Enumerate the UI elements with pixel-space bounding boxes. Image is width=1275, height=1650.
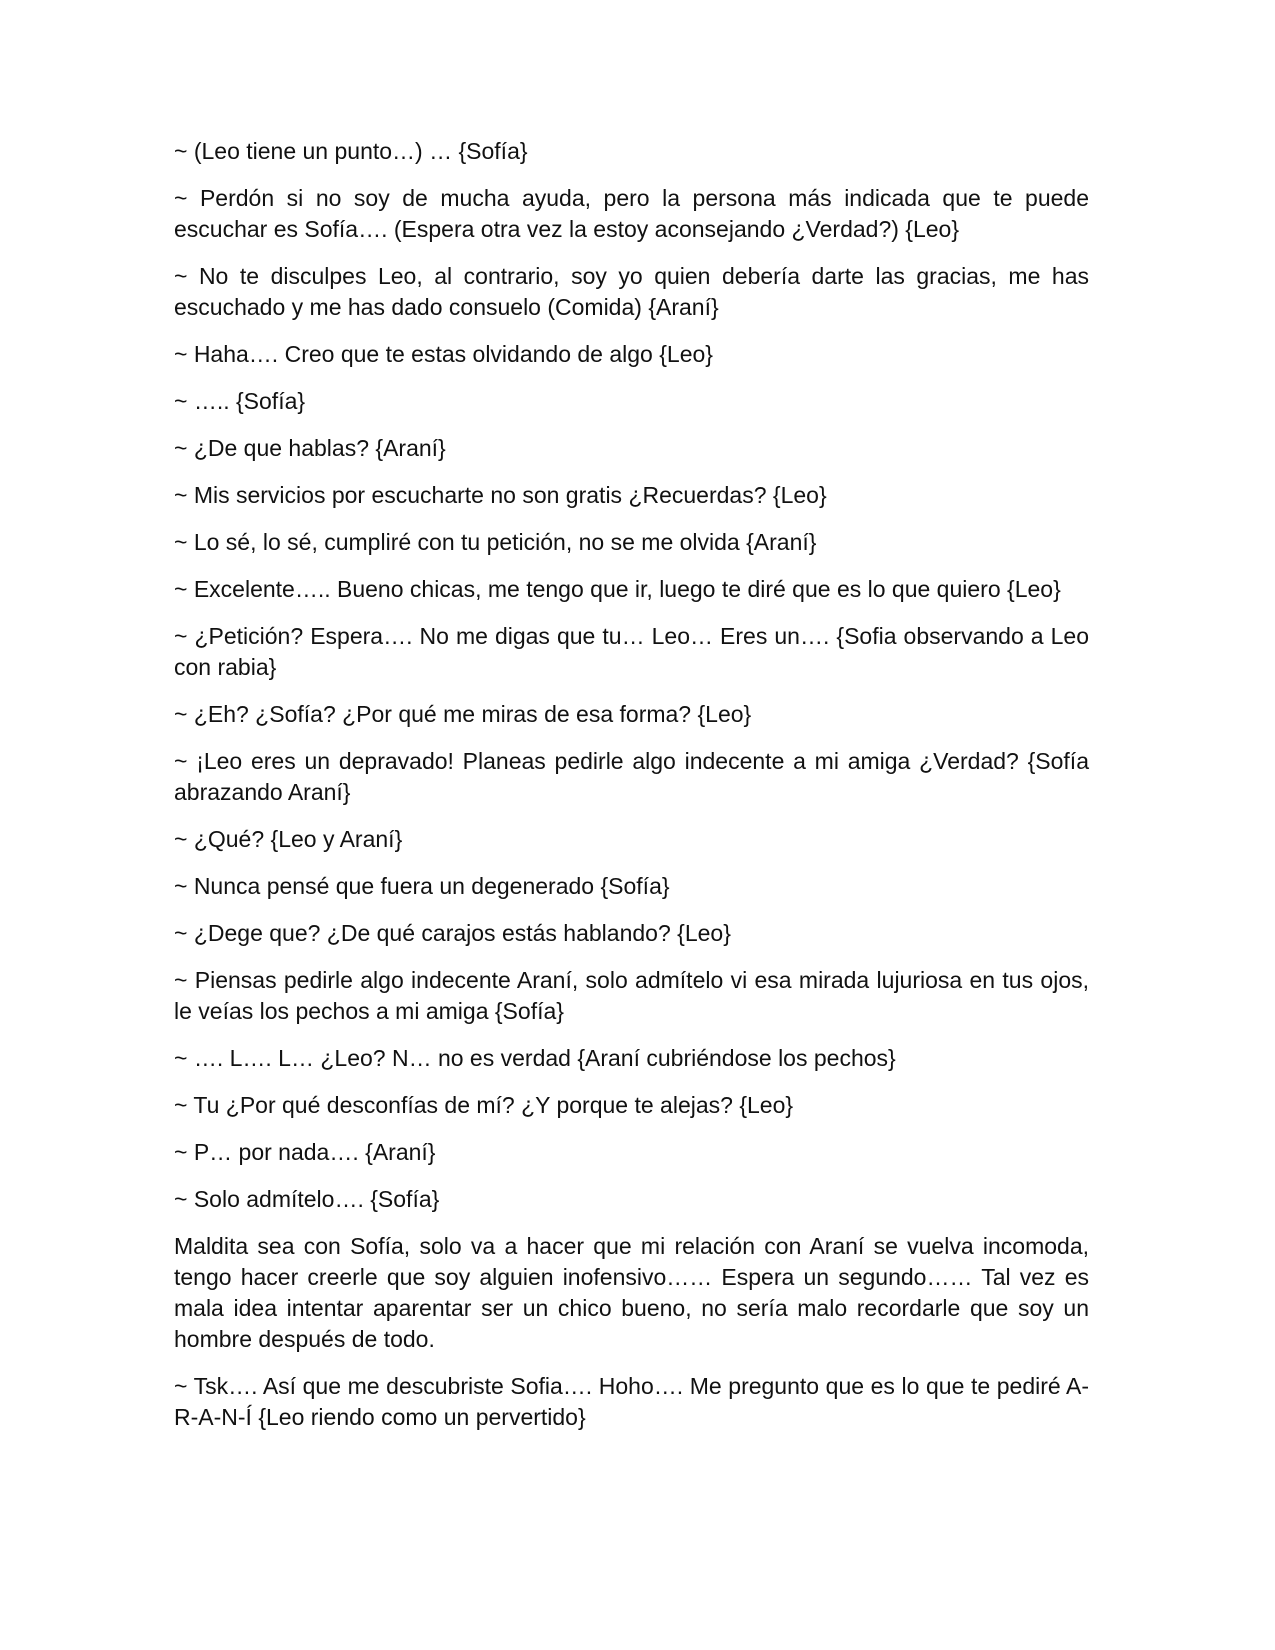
dialogue-line: ~ Haha…. Creo que te estas olvidando de algo {Leo}	[174, 341, 713, 367]
narration-paragraph: Maldita sea con Sofía, solo va a hacer que mi relación con Araní se vuelva incomoda, tengo hacer creerle que soy alguien inofensivo…… Espera un segundo…… Tal vez es mala idea intentar aparentar ser un chico bueno, no sería malo recordarle que soy un hombre después de todo.	[174, 1233, 1089, 1352]
dialogue-line: ~ ¿Dege que? ¿De qué carajos estás hablando? {Leo}	[174, 920, 731, 946]
dialogue-line: ~ (Leo tiene un punto…) … {Sofía}	[174, 138, 528, 164]
dialogue-line: ~ ¿Eh? ¿Sofía? ¿Por qué me miras de esa forma? {Leo}	[174, 701, 752, 727]
dialogue-line: ~ ¿Qué? {Leo y Araní}	[174, 826, 403, 852]
dialogue-line: ~ Perdón si no soy de mucha ayuda, pero la persona más indicada que te puede escuchar es Sofía…. (Espera otra vez la estoy aconsejando ¿Verdad?) {Leo}	[174, 185, 1089, 242]
dialogue-line: ~ Piensas pedirle algo indecente Araní, solo admítelo vi esa mirada lujuriosa en tus ojos, le veías los pechos a mi amiga {Sofía}	[174, 967, 1089, 1024]
dialogue-line: ~ ¡Leo eres un depravado! Planeas pedirle algo indecente a mi amiga ¿Verdad? {Sofía abrazando Araní}	[174, 748, 1089, 805]
dialogue-line: ~ Lo sé, lo sé, cumpliré con tu petición, no se me olvida {Araní}	[174, 529, 817, 555]
document-page	[174, 136, 1089, 1449]
dialogue-line: ~ Solo admítelo…. {Sofía}	[174, 1186, 440, 1212]
dialogue-line: ~ ….. {Sofía}	[174, 388, 306, 414]
dialogue-line: ~ Excelente….. Bueno chicas, me tengo que ir, luego te diré que es lo que quiero {Leo}	[174, 576, 1061, 602]
dialogue-line: ~ P… por nada…. {Araní}	[174, 1139, 436, 1165]
dialogue-line: ~ No te disculpes Leo, al contrario, soy yo quien debería darte las gracias, me has escuchado y me has dado consuelo (Comida) {Araní}	[174, 263, 1089, 320]
dialogue-line: ~ …. L…. L… ¿Leo? N… no es verdad {Araní cubriéndose los pechos}	[174, 1045, 896, 1071]
dialogue-line: ~ ¿De que hablas? {Araní}	[174, 435, 446, 461]
dialogue-line: ~ Tu ¿Por qué desconfías de mí? ¿Y porque te alejas? {Leo}	[174, 1092, 794, 1118]
dialogue-line: ~ Tsk…. Así que me descubriste Sofia…. Hoho…. Me pregunto que es lo que te pediré A-R-A-N-Í {Leo riendo como un pervertido}	[174, 1373, 1089, 1430]
dialogue-line: ~ ¿Petición? Espera…. No me digas que tu… Leo… Eres un…. {Sofia observando a Leo con rabia}	[174, 623, 1089, 680]
dialogue-line: ~ Mis servicios por escucharte no son gratis ¿Recuerdas? {Leo}	[174, 482, 827, 508]
dialogue-line: ~ Nunca pensé que fuera un degenerado {Sofía}	[174, 873, 670, 899]
